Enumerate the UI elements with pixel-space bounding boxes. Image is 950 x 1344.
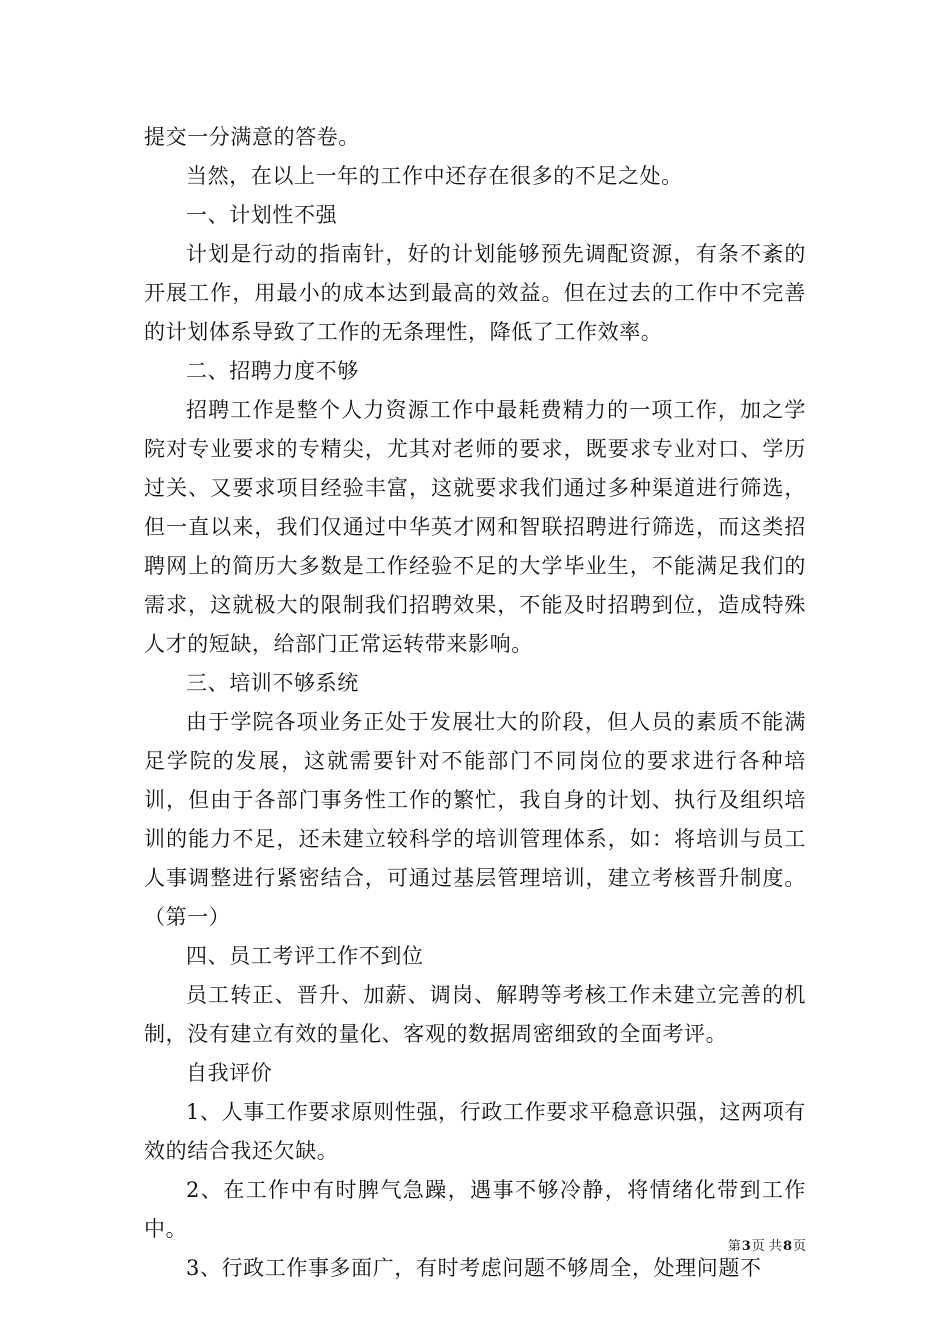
heading-self-evaluation: 自我评价 bbox=[186, 1061, 273, 1085]
footer-middle: 页 共 bbox=[751, 1239, 782, 1254]
heading-recruitment: 二、招聘力度不够 bbox=[186, 359, 359, 383]
paragraph-planning: 计划是行动的指南针，好的计划能够预先调配资源，有条不紊的开展工作，用最小的成本达到最高的效益。但在过去的工作中不完善的计划体系导致了工作的无条理性，降低了工作效率。 bbox=[144, 242, 806, 344]
heading-planning: 一、计划性不强 bbox=[186, 203, 338, 227]
list-item-2: 2、在工作中有时脾气急躁，遇事不够冷静，将情绪化带到工作中。 bbox=[144, 1178, 806, 1241]
paragraph-continuation: 提交一分满意的答卷。 bbox=[144, 125, 360, 149]
paragraph-training: 由于学院各项业务正处于发展壮大的阶段，但人员的素质不能满足学院的发展，这就需要针对不能部门不同岗位的要求进行各种培训，但由于各部门事务性工作的繁忙，我自身的计划、执行及组织培训的能力不足，还未建立较科学的培训管理体系，如：将培训与员工人事调整进行紧密结合，可通过基层管理培训，建立考核晋升制度。（第一） bbox=[144, 710, 806, 929]
footer-current-page: 3 bbox=[741, 1239, 751, 1254]
paragraph-evaluation: 员工转正、晋升、加薪、调岗、解聘等考核工作未建立完善的机制，没有建立有效的量化、客观的数据周密细致的全面考评。 bbox=[144, 983, 806, 1046]
footer-total-pages: 8 bbox=[782, 1239, 792, 1254]
page-number-footer bbox=[0, 1238, 806, 1256]
list-item-1: 1、人事工作要求原则性强，行政工作要求平稳意识强，这两项有效的结合我还欠缺。 bbox=[144, 1100, 806, 1163]
document-body bbox=[144, 118, 806, 1288]
heading-evaluation: 四、员工考评工作不到位 bbox=[186, 944, 424, 968]
heading-training: 三、培训不够系统 bbox=[186, 671, 359, 695]
list-item-3: 3、行政工作事多面广，有时考虑问题不够周全，处理问题不 bbox=[186, 1256, 762, 1280]
paragraph-intro-shortcomings: 当然，在以上一年的工作中还存在很多的不足之处。 bbox=[186, 164, 683, 188]
footer-suffix: 页 bbox=[792, 1239, 806, 1254]
paragraph-recruitment: 招聘工作是整个人力资源工作中最耗费精力的一项工作，加之学院对专业要求的专精尖，尤其对老师的要求，既要求专业对口、学历过关、又要求项目经验丰富，这就要求我们通过多种渠道进行筛选，但一直以来，我们仅通过中华英才网和智联招聘进行筛选，而这类招聘网上的简历大多数是工作经验不足的大学毕业生，不能满足我们的需求，这就极大的限制我们招聘效果，不能及时招聘到位，造成特殊人才的短缺，给部门正常运转带来影响。 bbox=[144, 398, 806, 656]
footer-prefix: 第 bbox=[727, 1239, 741, 1254]
